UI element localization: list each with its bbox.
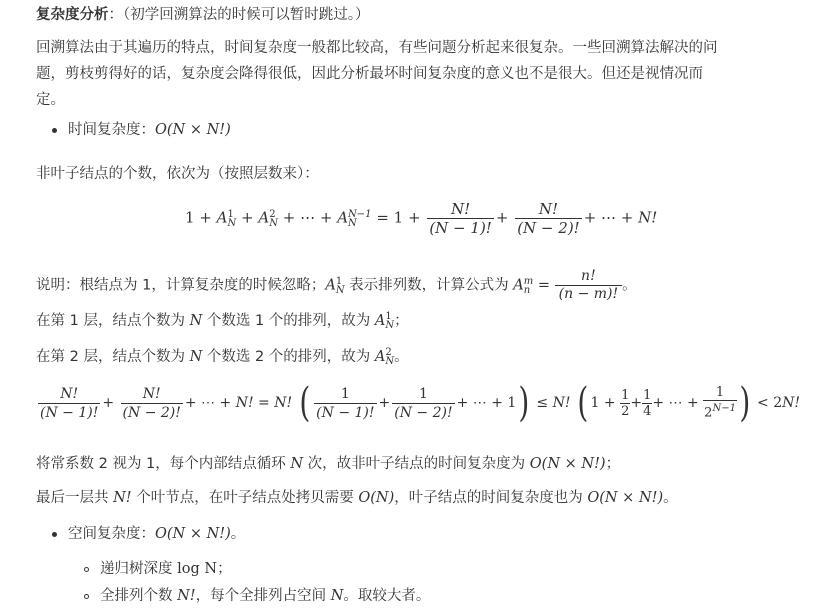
sub2-a: 全排列个数 (100, 588, 178, 604)
last-b: 个叶节点，在叶子结点处拷贝需要 (131, 490, 359, 506)
layer1-line: 在第 1 层，结点个数为 N 个数选 1 个的排列，故为 A 1 N ； (36, 311, 409, 331)
intro-line-1: 回溯算法由于其遍历的特点，时间复杂度一般都比较高，有些问题分析起来很复杂。一些回溯算法解决的问 (36, 40, 718, 56)
layer2-end: 。 (394, 349, 409, 365)
intro-line-2: 题，剪枝剪得好的话，复杂度会降得很低，因此分析最坏时间复杂度的意义也不是很大。但还是视情况而 (36, 66, 703, 82)
heading-bold: 复杂度分析 (36, 7, 109, 23)
const-b: 次，故非叶子结点的时间复杂度为 (303, 456, 530, 472)
heading-rest: ：（初学回溯算法的时候可以暂时跳过。） (108, 7, 370, 23)
space-complexity-item (68, 524, 245, 544)
time-complexity-item (68, 120, 231, 140)
const-c: ； (605, 456, 621, 472)
sub2-c: 。取较大者。 (343, 588, 431, 604)
sum-bound-formula: $\frac{N!}{(N - 1)!}$ + $\frac{N!}{(N - 2)!}$ + ⋯ + N! = N! ( $\frac{1}{(N - 1)!}$ + $\frac{1}{(N - 2)!}$ + ⋯ + 1) ≤ N! ( 1 + $\frac{1}{2}$ + $\frac{1}{4}$ + ⋯ + $\frac{1}{2^{N-1}}$ ) < 2N! (40, 380, 800, 426)
sub-bullet-ring (84, 594, 89, 599)
sub2-m2: N (330, 588, 344, 604)
space-formula: O(N × N!) (155, 526, 231, 542)
sub-item-depth (100, 559, 232, 579)
const-a: 将常系数 2 视为 1，每个内部结点循环 (36, 456, 291, 472)
sub2-m1: N! (177, 588, 196, 604)
layer1-prefix: 在第 1 层，结点个数为 (36, 313, 190, 329)
sub-item-permutations (100, 586, 430, 606)
layer2-line: 在第 2 层，结点个数为 N 个数选 2 个的排列，故为 A 2 N 。 (36, 347, 409, 367)
space-end: 。 (230, 526, 246, 542)
space-label: 空间复杂度： (68, 526, 155, 542)
section-heading (36, 5, 370, 25)
note-mid: 表示排列数，计算公式为 (344, 277, 514, 294)
bullet-dot (52, 128, 57, 133)
time-formula: O(N × N!) (155, 122, 231, 138)
bullet-dot (52, 532, 57, 537)
last-c: ，叶子结点的时间复杂度也为 (394, 490, 588, 506)
intro-line-3: 定。 (36, 92, 65, 108)
nonleaf-intro: 非叶子结点的个数，依次为（按照层数来）： (36, 166, 319, 182)
nonleaf-count-formula: 1 + A 1 N + A 2 N + ⋯ + A N−1 N = 1 + $\frac{N!}{(N - 1)!}$ + $\frac{N!}{(N - 2)!}$ + ⋯ + N! (185, 200, 658, 237)
note-line: 说明：根结点为 1，计算复杂度的时候忽略；A 1 N 表示排列数，计算公式为 A m n = $\frac{n!}{(n - m)!}$ 。 (36, 268, 637, 302)
const-line: 将常系数 2 视为 1，每个内部结点循环 N 次，故非叶子结点的时间复杂度为 O(N × N!)； (36, 456, 621, 472)
last-layer-line: 最后一层共 N! 个叶节点，在叶子结点处拷贝需要 O(N)，叶子结点的时间复杂度也为 O(N × N!)。 (36, 490, 678, 506)
sub1-m: log N (177, 561, 218, 577)
sub1-b: ； (217, 561, 232, 577)
layer2-prefix: 在第 2 层，结点个数为 (36, 349, 190, 365)
layer2-mid: 个数选 2 个的排列，故为 (202, 349, 375, 365)
sub-bullet-ring (84, 567, 89, 572)
last-d: 。 (663, 490, 678, 506)
note-prefix: 说明：根结点为 1，计算复杂度的时候忽略； (36, 277, 326, 294)
sub1-a: 递归树深度 (100, 561, 178, 577)
layer1-mid: 个数选 1 个的排列，故为 (202, 313, 375, 329)
layer1-end: ； (394, 313, 409, 329)
time-label: 时间复杂度： (68, 122, 155, 138)
last-a: 最后一层共 (36, 490, 114, 506)
sub2-b: ，每个全排列占空间 (195, 588, 331, 604)
